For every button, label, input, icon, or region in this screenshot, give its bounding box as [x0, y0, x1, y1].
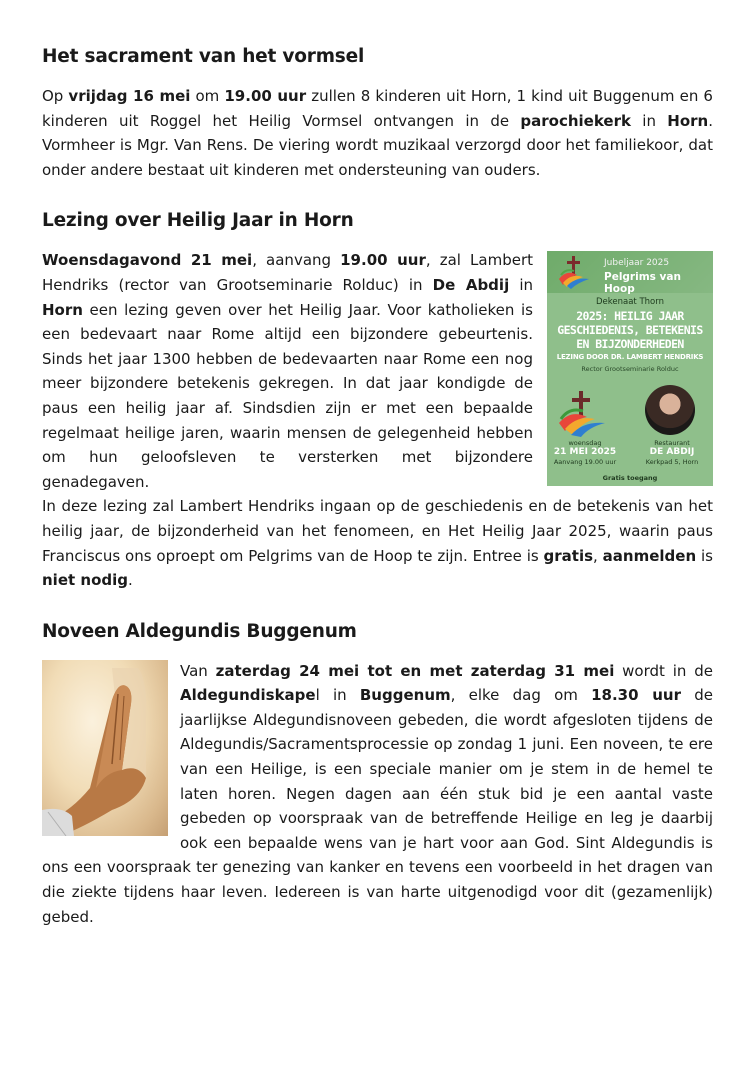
poster-rector: Rector Grootseminarie Rolduc: [581, 365, 679, 374]
poster-date-block: [553, 439, 617, 466]
text-run: om: [190, 87, 225, 105]
paragraph-vormsel: [42, 84, 713, 182]
section-vormsel: [42, 44, 713, 182]
bold-text-run: Aldegundiskape: [180, 686, 316, 705]
section-noveen: [42, 619, 713, 930]
poster-adres: Kerkpad 5, Horn: [645, 458, 699, 467]
poster-location-block: [639, 439, 705, 466]
text-run: Op: [42, 87, 69, 105]
bold-text-run: zaterdag 24 mei tot en met zaterdag 31 mei: [215, 661, 615, 680]
text-run: een lezing geven over het Heilig Jaar. Voor katholieken is een bedevaart naar Rome altijd een bijzondere gebeurtenis. Sinds het jaar 1300 hebben de bedevaarten naar Rome een nog meer bijzondere betekenis gekregen. In dat jaar kondigde de paus een heilig jaar af. Sindsdien zijn er met een bepaalde regelmaat heilige jaren, waarin mensen de gelegenheid hebben om hun geloofsleven te versterken met bijzondere genadegaven.: [42, 300, 533, 491]
bold-text-run: 18.30 uur: [591, 686, 681, 705]
poster-locatie: DE ABDIJ: [649, 447, 695, 458]
bold-text-run: 19.00 uur: [224, 87, 307, 105]
text-run: de jaarlijkse Aldegundisnoveen gebeden, die wordt afgesloten tijdens de Aldegundis/Sacramentsprocessie op zondag 1 juni. Een noveen, te ere van een Heilige, is een speciale manier om je stem in de hemel te laten horen. Negen dagen aan één stuk bid je een aantal vaste gebeden op voorspraak van de betreffende Heilige en leg je daarbij ook een bepaalde wens van je hart voor aan God. Sint Aldegundis is ons een voorspraak ter genezing van kanker en tevens een voorbeeld in het dragen van die ziekte tijdens haar leven. Iedereen is van harte uitgenodigd voor dit (gezamenlijk) gebed.: [42, 686, 713, 926]
bold-text-run: aanmelden: [602, 546, 697, 565]
bold-text-run: parochiekerk: [520, 111, 631, 130]
jubilee-emblem-icon: [557, 389, 607, 437]
text-run: In deze lezing zal Lambert Hendriks ingaan op de geschiedenis en de betekenis van het heilig jaar, de bijzonderheid van het fenomeen, en Het Heilig Jaar 2025, waarin paus Franciscus ons oproept om Pelgrims van de Hoop te zijn. Entree is: [42, 497, 713, 565]
text-run: . Vormheer is Mgr. Van Rens. De viering wordt muzikaal verzorgd door het familiekoor, dat onder andere bestaat uit kinderen met ondersteuning van ouders.: [42, 111, 713, 179]
poster-restaurant: Restaurant: [654, 439, 690, 448]
heading-lezing: Lezing over Heilig Jaar in Horn: [42, 210, 354, 232]
text-run: l in: [315, 686, 360, 705]
poster-aanvang: Aanvang 19.00 uur: [553, 458, 617, 467]
bold-text-run: 19.00 uur: [340, 251, 426, 270]
text-run: zullen 8 kinderen uit Horn, 1 kind uit Buggenum en 6 kinderen uit Roggel het Heilig Vormsel ontvangen in de: [42, 87, 713, 130]
paragraph-lezing-2: [42, 494, 713, 592]
section-lezing: [42, 208, 713, 592]
text-run: Van: [180, 661, 216, 680]
bold-text-run: gratis: [543, 546, 594, 565]
bold-text-run: Buggenum: [359, 686, 451, 705]
bold-text-run: Horn: [667, 111, 709, 130]
poster-dag: woensdag: [568, 439, 602, 448]
speaker-portrait: [645, 385, 695, 435]
text-run: , elke dag om: [450, 686, 592, 705]
heading-noveen: Noveen Aldegundis Buggenum: [42, 620, 357, 642]
bold-text-run: De Abdij: [432, 275, 510, 294]
praying-hands-image: [42, 660, 168, 836]
poster-datum: 21 MEI 2025: [553, 447, 617, 458]
poster-jubileum: Jubeljaar 2025: [604, 258, 670, 269]
text-run: is: [696, 546, 713, 565]
document-page: [42, 44, 713, 929]
bold-text-run: Horn: [42, 300, 83, 319]
bold-text-run: niet nodig: [42, 571, 128, 590]
text-run: , zal Lambert Hendriks (rector van Grootseminarie Rolduc) in: [42, 251, 533, 294]
event-poster: [547, 251, 713, 486]
jubilee-logo-icon: [557, 255, 591, 289]
poster-headline: 2025: HEILIG JAAR GESCHIEDENIS, BETEKENIS EN BIJZONDERHEDEN: [557, 309, 703, 352]
bold-text-run: Woensdagavond 21 mei: [42, 251, 253, 270]
poster-lezing: LEZING DOOR DR. LAMBERT HENDRIKS: [556, 353, 704, 362]
poster-dekenaat: Dekenaat Thorn: [596, 297, 664, 308]
heading-vormsel: Het sacrament van het vormsel: [42, 46, 365, 67]
bold-text-run: vrijdag 16 mei: [68, 87, 191, 105]
text-run: wordt in de: [614, 661, 713, 680]
text-run: ,: [593, 546, 603, 565]
poster-pelgrims: Pelgrims van Hoop: [604, 271, 681, 296]
text-run: , aanvang: [252, 251, 341, 270]
poster-toegang: Gratis toegang: [602, 474, 658, 483]
text-run: in: [509, 275, 533, 294]
text-run: .: [128, 571, 133, 590]
text-run: in: [630, 111, 668, 130]
